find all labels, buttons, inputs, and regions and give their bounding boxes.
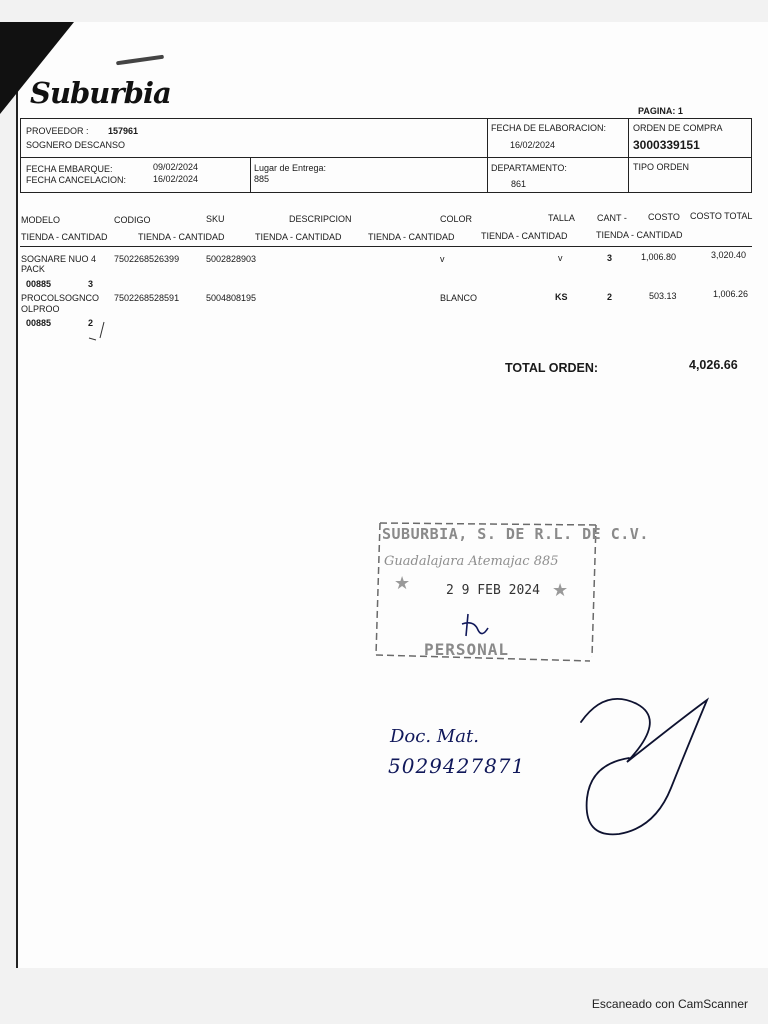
col-talla: TALLA (548, 213, 575, 223)
proveedor-name: SOGNERO DESCANSO (26, 140, 126, 150)
divider (628, 157, 629, 193)
col-tienda-cantidad: TIENDA - CANTIDAD (596, 230, 683, 240)
divider (487, 157, 488, 193)
table-header-rule (20, 246, 752, 247)
divider (487, 118, 488, 158)
item-costo: 503.13 (649, 291, 677, 301)
col-tienda-cantidad: TIENDA - CANTIDAD (481, 231, 568, 241)
col-costo: COSTO (648, 212, 680, 222)
proveedor-label: PROVEEDOR : (26, 126, 89, 136)
lugar-entrega-label: Lugar de Entrega: (254, 163, 327, 173)
lugar-entrega-value: 885 (254, 174, 270, 184)
fecha-cancelacion-label: FECHA CANCELACION: (26, 175, 127, 185)
col-tienda-cantidad: TIENDA - CANTIDAD (21, 232, 108, 242)
initials-signature (458, 610, 492, 640)
col-sku: SKU (206, 214, 225, 224)
scanner-watermark: Escaneado con CamScanner (591, 997, 748, 1011)
item-tienda: 00885 (26, 318, 52, 328)
item-modelo: PROCOLSOGNCO (21, 293, 100, 303)
item-cant: 2 (607, 292, 613, 302)
suburbia-logo: Suburbia (30, 76, 171, 110)
item-tienda-cant: 3 (88, 279, 94, 289)
item-costo-total: 1,006.26 (713, 289, 749, 299)
fecha-elaboracion-value: 16/02/2024 (510, 140, 556, 150)
stamp-department: PERSONAL (424, 640, 510, 659)
col-costo-total: COSTO TOTAL (690, 211, 753, 221)
stamp-location: Guadalajara Atemajac 885 (384, 554, 559, 569)
col-tienda-cantidad: TIENDA - CANTIDAD (368, 232, 455, 242)
divider (250, 157, 251, 193)
fecha-cancelacion-value: 16/02/2024 (153, 174, 199, 184)
total-label: TOTAL ORDEN: (505, 361, 599, 375)
item-costo: 1,006.80 (641, 252, 677, 262)
item-costo-total: 3,020.40 (711, 250, 747, 260)
fecha-embarque-label: FECHA EMBARQUE: (26, 164, 113, 174)
fecha-embarque-value: 09/02/2024 (153, 162, 199, 172)
item-color: BLANCO (440, 293, 478, 303)
item-cant: 3 (607, 253, 613, 263)
col-codigo: CODIGO (114, 215, 151, 225)
item-tienda-cant: 2 (88, 318, 94, 328)
check-mark-icon (86, 318, 116, 344)
item-modelo: SOGNARE NUO 4 (21, 254, 97, 264)
orden-compra-value: 3000339151 (633, 138, 700, 152)
col-tienda-cantidad: TIENDA - CANTIDAD (255, 232, 342, 242)
item-color: v (440, 254, 445, 264)
item-talla: KS (555, 292, 568, 302)
handwritten-signature (575, 688, 715, 840)
star-icon: ★ (394, 573, 411, 593)
item-codigo: 7502268526399 (114, 254, 180, 264)
tipo-orden-label: TIPO ORDEN (633, 162, 690, 172)
col-tienda-cantidad: TIENDA - CANTIDAD (138, 232, 225, 242)
col-descripcion: DESCRIPCION (289, 214, 352, 224)
handwritten-doc-number: 5029427871 (388, 754, 526, 778)
item-sku: 5004808195 (206, 293, 257, 303)
stamp-date: 2 9 FEB 2024 (446, 583, 540, 598)
item-codigo: 7502268528591 (114, 293, 180, 303)
handwritten-doc-label: Doc. Mat. (390, 726, 479, 747)
star-icon: ★ (552, 580, 569, 600)
col-color: COLOR (440, 214, 473, 224)
item-talla: v (558, 253, 563, 263)
proveedor-value: 157961 (108, 126, 139, 136)
divider (628, 118, 629, 158)
fecha-elaboracion-label: FECHA DE ELABORACION: (491, 123, 607, 133)
item-modelo-cont: OLPROO (21, 304, 60, 314)
departamento-value: 861 (511, 179, 527, 189)
departamento-label: DEPARTAMENTO: (491, 163, 567, 173)
item-tienda: 00885 (26, 279, 52, 289)
orden-compra-label: ORDEN DE COMPRA (633, 123, 723, 133)
total-value: 4,026.66 (689, 358, 738, 372)
col-modelo: MODELO (21, 215, 61, 225)
col-cant: CANT - (597, 213, 627, 223)
stamp-company: SUBURBIA, S. DE R.L. DE C.V. (382, 525, 649, 543)
item-sku: 5002828903 (206, 254, 257, 264)
page-number: PAGINA: 1 (638, 106, 683, 116)
item-modelo-cont: PACK (21, 264, 45, 274)
